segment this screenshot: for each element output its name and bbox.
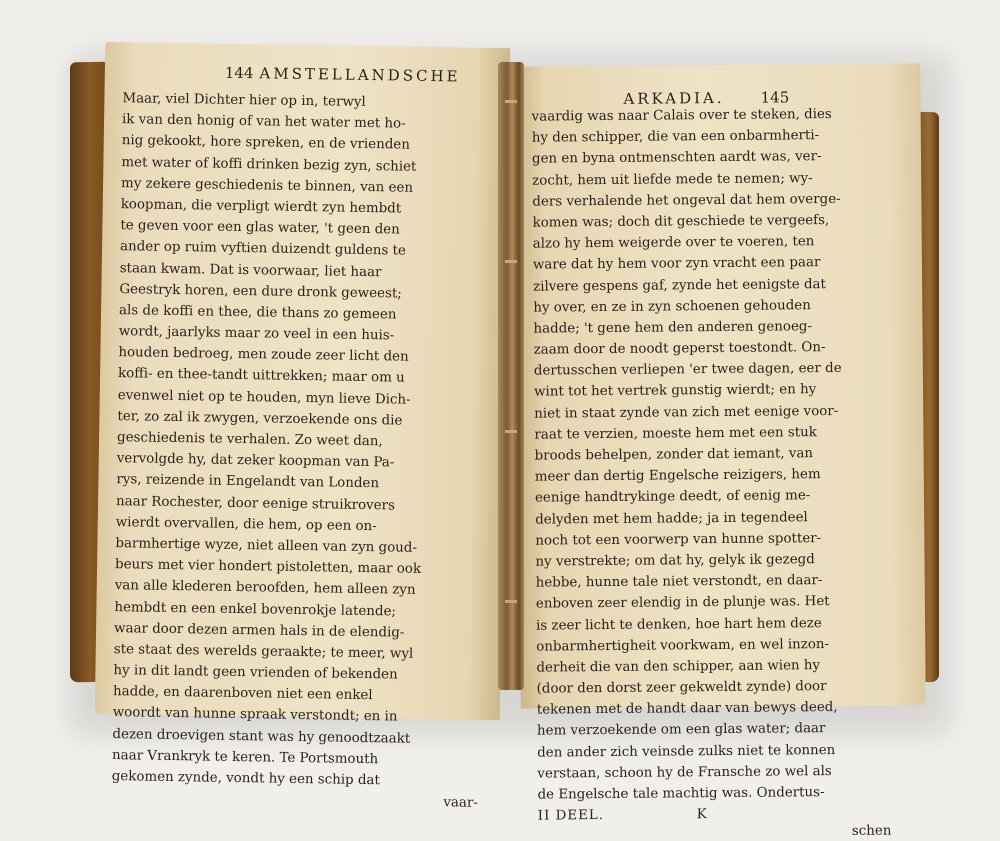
- text-line: alzo hy hem weigerde over te voeren, ten: [532, 234, 815, 252]
- text-line: den ander zich veinsde zulks niet te konnen: [537, 742, 836, 761]
- text-line: meer dan dertig Engelsche reizigers, hem: [534, 467, 821, 485]
- text-line: ik van den honig of van het water met ho-: [121, 112, 406, 132]
- binding-thread: [505, 260, 517, 263]
- text-line: barmhertige wyze, niet alleen van zyn goud-: [115, 536, 418, 556]
- text-line: nig gekookt, hore spreken, en de vrienden: [121, 133, 411, 154]
- text-line: koopman, die verpligt wierdt zyn hembdt: [120, 197, 402, 217]
- text-line: niet in staat zynde van zich met eenige voor-: [534, 403, 839, 422]
- text-line: ste staat des werelds geraakte; te meer, wyl: [113, 641, 414, 662]
- text-line: zilvere gespens gaf, zynde het eenigste dat: [533, 276, 826, 295]
- text-line: noch tot een voorwerp van hunne spotter-: [535, 530, 822, 549]
- text-line: wint tot het vertrek gunstig wierdt; en hy: [533, 382, 817, 401]
- text-line: (door den dorst zeer gekweldt zynde) door: [536, 679, 827, 697]
- text-line: gekomen zynde, vondt hy een schip dat: [111, 769, 380, 789]
- text-line: komen was; doch dit geschiede te vergeefs,: [532, 212, 830, 231]
- text-line: geschiedenis te verhalen. Zo weet dan,: [116, 430, 383, 450]
- text-line: enboven zeer elendig in de plunje was. Het: [535, 594, 830, 612]
- text-line: staan kwam. Dat is voorwaar, liet haar: [119, 260, 382, 280]
- text-line: hy den schipper, die van een onbarmherti-: [531, 128, 820, 146]
- left-catchword: vaar-: [443, 794, 478, 811]
- binding-thread: [505, 100, 517, 103]
- right-page: [515, 63, 926, 839]
- text-line: van alle klederen beroofden, hem alleen zyn: [114, 578, 416, 599]
- text-line: verstaan, schoon hy de Fransche zo wel als: [537, 763, 832, 782]
- text-line: vervolgde hy, dat zeker koopman van Pa-: [116, 451, 395, 471]
- text-line: naar Vrankryk te keren. Te Portsmouth: [111, 747, 379, 768]
- text-line: ware dat hy hem voor zyn vracht een paar: [532, 255, 821, 273]
- left-running-title: AMSTELLANDSCHE: [259, 64, 461, 86]
- text-line: dertusschen verliepen 'er twee dagen, eer de: [533, 361, 842, 379]
- text-line: evenwel niet op te houden, myn lieve Dich-: [117, 387, 411, 408]
- text-line: naar Rochester, door eenige struikrovers: [115, 493, 396, 514]
- text-line: wierdt overvallen, die hem, op een on-: [115, 514, 377, 534]
- text-line: hem verzoekende om een glas water; daar: [536, 721, 826, 740]
- text-line: vaardig was naar Calais over te steken, dies: [531, 107, 832, 125]
- left-text-block: [112, 88, 498, 793]
- right-catchword: schen: [851, 823, 892, 839]
- text-line: my zekere geschiedenis te binnen, van een: [120, 175, 414, 196]
- book-spine-gutter: [498, 62, 524, 690]
- binding-thread: [505, 430, 517, 433]
- text-line: rys, reizende in Engelandt van Londen: [116, 472, 380, 492]
- text-line: Geestryk horen, een dure dronk geweest;: [119, 281, 402, 302]
- text-line: hadde, en daarenboven niet een enkel: [112, 684, 373, 704]
- text-line: dezen droevigen stant was hy genoodtzaakt: [112, 726, 411, 747]
- left-running-head: [225, 64, 461, 86]
- text-line: tekenen met de handt daar van bewys deed,: [536, 700, 838, 718]
- text-line: broods behelpen, zonder dat iemant, van: [534, 446, 814, 464]
- text-line: te geven voor een glas water, 't geen den: [120, 218, 400, 238]
- text-line: onbarmhertigheit voorkwam, en wel inzon-: [536, 636, 830, 655]
- text-line: hy over, en ze in zyn schoenen gehouden: [533, 297, 811, 316]
- text-line: met water of koffi drinken bezig zyn, schiet: [121, 154, 417, 175]
- left-page: [95, 42, 511, 811]
- text-line: hadde; 't gene hem den anderen genoeg-: [533, 319, 813, 337]
- text-line: woordt van hunne spraak verstondt; en in: [112, 705, 398, 725]
- right-text-block: [532, 103, 913, 805]
- text-line: beurs met vier hondert pistoletten, maar ook: [114, 557, 422, 578]
- text-line: raat te verzien, moeste hem met een stuk: [534, 424, 817, 443]
- text-line: hebbe, hunne tale niet verstondt, en daar-: [535, 573, 823, 591]
- text-line: waar door dezen armen hals in de elendig-: [113, 620, 405, 641]
- right-signature-mark: K: [696, 806, 707, 822]
- text-line: zocht, hem uit liefde mede te nemen; wy-: [532, 170, 813, 189]
- right-running-title: ARKADIA.: [623, 88, 725, 108]
- right-page-number: 145: [760, 88, 790, 107]
- text-line: is zeer licht te denken, hoe hart hem deze: [536, 615, 822, 634]
- text-line: zaam door de noodt geperst toestondt. On-: [533, 340, 826, 358]
- text-line: koffi- en thee-tandt uittrekken; maar om u: [117, 366, 405, 387]
- text-line: ter, zo zal ik zwygen, verzoekende ons die: [117, 408, 403, 429]
- binding-thread: [505, 600, 517, 603]
- text-line: de Engelsche tale machtig was. Ondertus-: [537, 785, 825, 803]
- right-signature: II DEEL.: [537, 807, 605, 824]
- text-line: Maar, viel Dichter hier op in, terwyl: [122, 91, 366, 110]
- text-line: ny verstrekte; om dat hy, gelyk ik gezegd: [535, 552, 815, 570]
- text-line: delyden met hem hadde; ja in tegendeel: [535, 509, 808, 528]
- text-line: houden bedroeg, men zoude zeer licht den: [118, 345, 409, 365]
- text-line: ders verhalende het ongeval dat hem overge-: [532, 191, 841, 210]
- text-line: hembdt en een enkel bovenrokje latende;: [114, 599, 397, 619]
- text-line: ander op ruim vyftien duizendt guldens te: [119, 239, 406, 259]
- text-line: eenige handtrykinge deedt, of eenig me-: [534, 488, 811, 506]
- text-line: wordt, jaarlyks maar zo veel in een huis-: [118, 324, 395, 344]
- left-page-number: 144: [224, 63, 254, 83]
- text-line: als de koffi en thee, die thans zo gemeen: [118, 302, 397, 323]
- text-line: gen en byna ontmenschten aardt was, ver-: [531, 149, 822, 168]
- text-line: hy in dit landt geen vrienden of bekenden: [113, 663, 398, 683]
- text-line: derheit die van den schipper, aan wien hy: [536, 658, 821, 676]
